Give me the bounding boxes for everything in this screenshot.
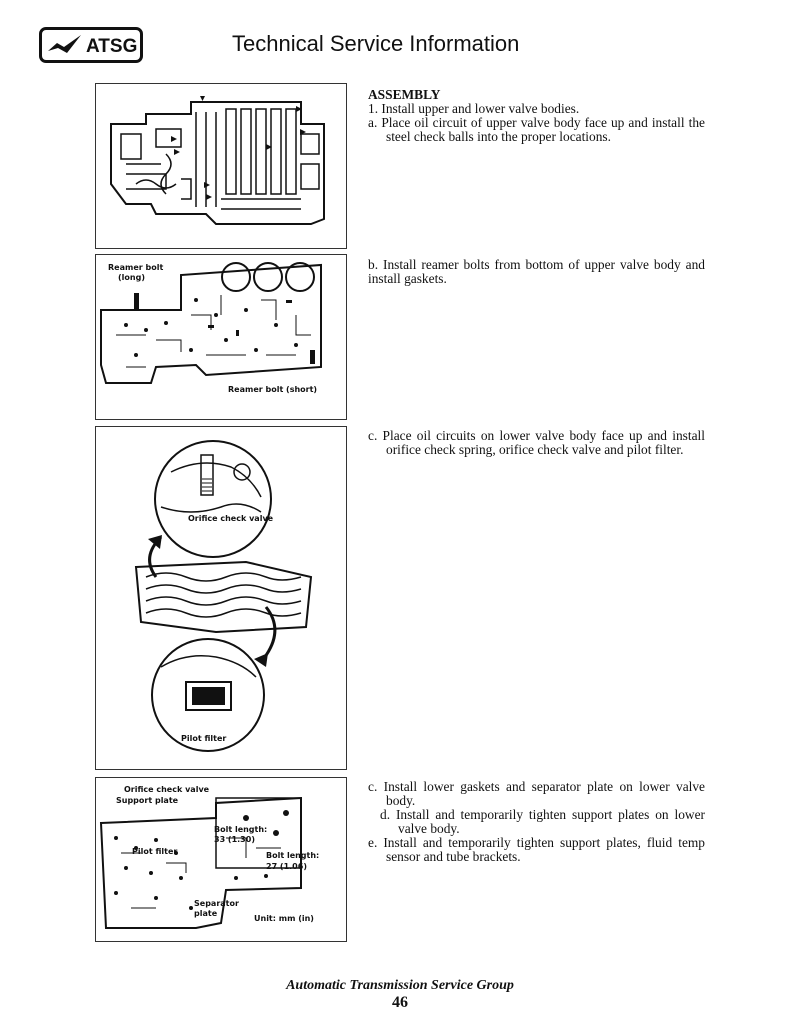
- figure-separator-plate: [95, 777, 347, 942]
- separator-label-2: plate: [194, 909, 218, 918]
- bolt-length-1-label: Bolt length:: [214, 825, 268, 834]
- steps-cde-text: [368, 780, 705, 864]
- step-c1-text: [368, 429, 705, 457]
- orifice-label: Orifice check valve: [188, 514, 274, 523]
- figure-upper-valve-body: [95, 83, 347, 249]
- footer-org: Automatic Transmission Service Group: [286, 978, 514, 993]
- pilot-label: Pilot filter: [181, 734, 227, 743]
- bolt-length-2-value: 27 (1.06): [266, 862, 307, 871]
- reamer-long-label-2: (long): [118, 273, 145, 282]
- reamer-short-label: Reamer bolt (short): [228, 385, 318, 394]
- assembly-text: [368, 88, 705, 144]
- unit-label: Unit: mm (in): [254, 914, 314, 923]
- step-b: b. Install reamer bolts from bottom of upper valve body and install gaskets.: [368, 257, 705, 286]
- atsg-logo: [39, 27, 143, 63]
- step-d: d. Install and temporarily tighten support plates on lower valve body.: [380, 807, 705, 836]
- support-plate-label: Support plate: [116, 796, 179, 805]
- reamer-long-label-1: Reamer bolt: [108, 263, 164, 272]
- step-c1: c. Place oil circuits on lower valve body face up and install orifice check spring, orifice check valve and pilot filter.: [368, 428, 705, 457]
- page-number: 46: [392, 994, 408, 1011]
- pilot-label: Pilot filter: [132, 847, 178, 856]
- logo-text: ATSG: [86, 36, 138, 57]
- bolt-length-1-value: 33 (1.30): [214, 835, 255, 844]
- step-b-text: [368, 258, 705, 286]
- step-c2: c. Install lower gaskets and separator plate on lower valve body.: [368, 779, 705, 808]
- separator-label-1: Separator: [194, 899, 239, 908]
- figure-reamer-bolts: [95, 254, 347, 420]
- orifice-label: Orifice check valve: [124, 785, 210, 794]
- check-swoosh-icon: [45, 31, 85, 61]
- step-a: a. Place oil circuit of upper valve body face up and install the steel check balls into the proper locations.: [368, 115, 705, 144]
- page-title: Technical Service Information: [232, 31, 520, 56]
- step-1: 1. Install upper and lower valve bodies.: [368, 101, 580, 116]
- assembly-heading: ASSEMBLY: [368, 87, 441, 102]
- step-e: e. Install and temporarily tighten support plates, fluid temp sensor and tube brackets.: [368, 835, 705, 864]
- figure-orifice-pilot: [95, 426, 347, 770]
- bolt-length-2-label: Bolt length:: [266, 851, 320, 860]
